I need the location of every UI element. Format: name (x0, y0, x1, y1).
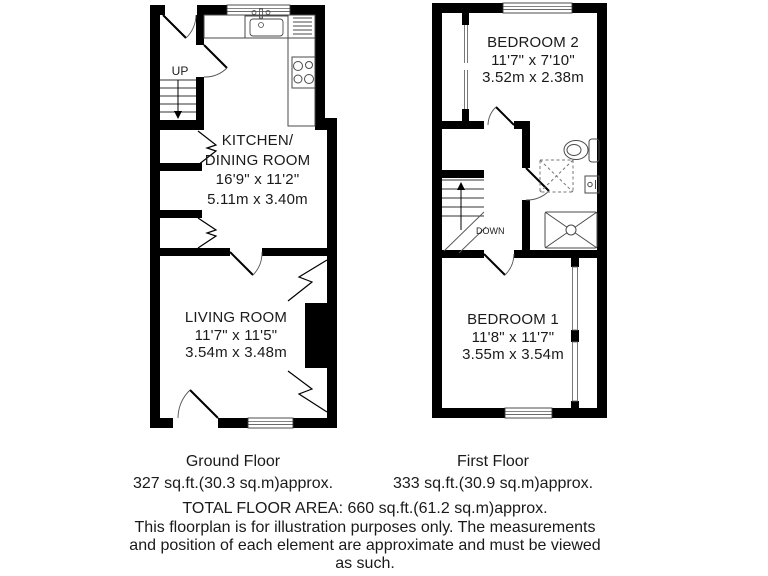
first-floor-caption-title: First Floor (457, 453, 529, 470)
room-size-imperial: 11'7" x 7'10" (491, 51, 575, 69)
stairs-up-icon (160, 80, 196, 119)
ground-floor-caption-title: Ground Floor (185, 453, 281, 470)
disclaimer-line3: as such. (335, 555, 395, 572)
stairs-down-label: DOWN (476, 226, 505, 236)
room-size-metric: 3.52m x 2.38m (482, 69, 584, 86)
bedroom1-label (423, 311, 603, 364)
stairs-up-label: UP (171, 64, 189, 78)
room-size-metric: 5.11m x 3.40m (207, 190, 308, 208)
hob-icon (292, 57, 315, 88)
room-name: LIVING ROOM (184, 309, 288, 326)
room-name-line1: KITCHEN/ (221, 132, 294, 149)
door-swing-icon (484, 107, 549, 275)
ground-floor-caption-area: 327 sq.ft.(30.3 sq.m)approx. (132, 475, 334, 492)
bath-icon (545, 212, 597, 248)
room-size-metric: 3.54m x 3.48m (185, 344, 287, 361)
basin-icon (585, 176, 599, 193)
total-floor-area: TOTAL FLOOR AREA: 660 sq.ft.(61.2 sq.m)approx. (182, 500, 548, 517)
room-name-line2: DINING ROOM (204, 151, 311, 169)
kitchen-dining-label (165, 131, 350, 209)
disclaimer-line1: This floorplan is for illustration purposes only. The measurements (134, 519, 596, 536)
living-room-label (146, 309, 326, 362)
room-name: BEDROOM 2 (487, 34, 579, 51)
room-size-imperial: 16'9" x 11'2" (215, 171, 300, 188)
room-size-imperial: 11'7" x 11'5" (194, 326, 278, 344)
toilet-icon (564, 139, 599, 162)
room-size-imperial: 11'8" x 11'7" (471, 328, 555, 346)
first-floor-caption-area: 333 sq.ft.(30.9 sq.m)approx. (392, 475, 594, 492)
window-icon (227, 5, 293, 428)
room-name: BEDROOM 1 (467, 311, 559, 328)
disclaimer-line2: and position of each element are approximate and must be viewed (129, 537, 601, 554)
room-size-metric: 3.55m x 3.54m (462, 346, 564, 363)
stairs-down-icon (442, 180, 486, 253)
shower-icon (540, 160, 573, 192)
bedroom2-label (443, 34, 623, 87)
